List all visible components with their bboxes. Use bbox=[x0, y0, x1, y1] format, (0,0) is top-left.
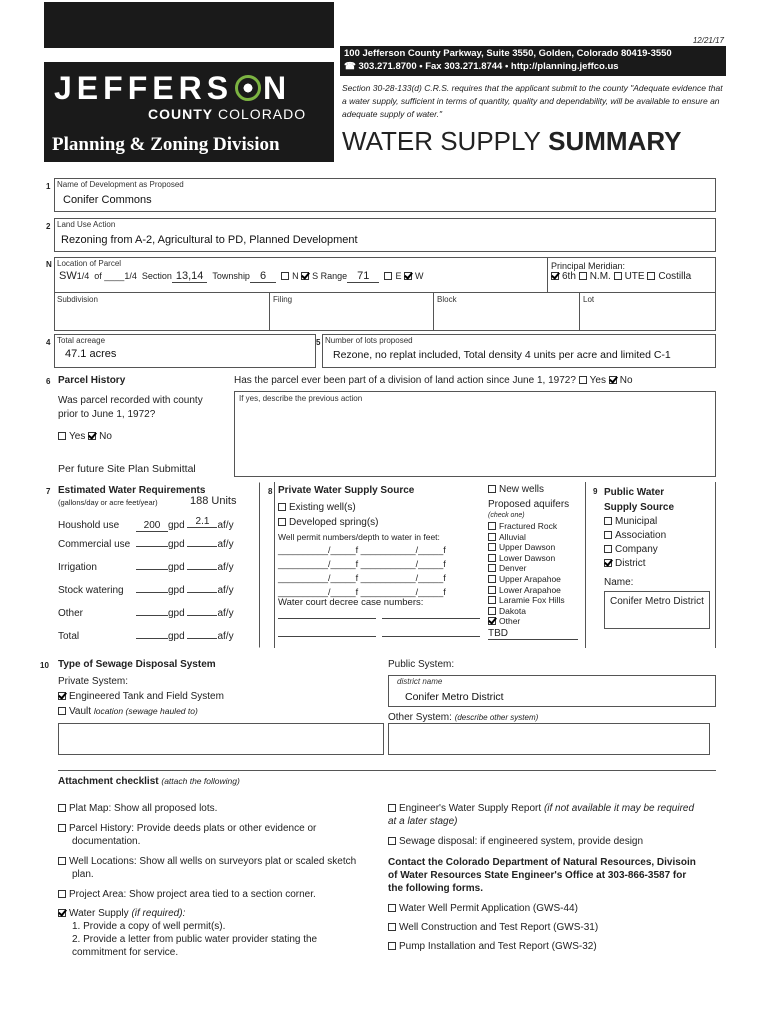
field-2-number: 2 bbox=[46, 222, 51, 231]
pm-nm-checkbox[interactable] bbox=[579, 272, 587, 280]
parcel-history-question: Has the parcel ever been part of a division of land action since June 1, 1972? Yes No bbox=[234, 375, 633, 386]
attachment-item: Well Locations: Show all wells on surveyors plat or scaled sketch plan. bbox=[58, 855, 358, 881]
other-aquifer-value[interactable]: TBD bbox=[488, 628, 578, 640]
private-source-title: Private Water Supply Source bbox=[278, 485, 415, 496]
well-permit-row[interactable]: __________/_____f ___________/_____f bbox=[278, 587, 446, 597]
gpd-value[interactable] bbox=[136, 638, 168, 639]
field-4-number: 4 bbox=[46, 338, 51, 347]
field-7-number: 7 bbox=[46, 487, 51, 496]
aquifer-checkbox[interactable] bbox=[488, 554, 496, 562]
field-8-number: 8 bbox=[268, 487, 273, 496]
field-6-number: 6 bbox=[46, 377, 51, 386]
water-req-row: Irrigation gpd af/y bbox=[58, 562, 234, 573]
public-source-checkbox[interactable] bbox=[604, 531, 612, 539]
land-use-value: Rezoning from A-2, Agricultural to PD, Planned Development bbox=[61, 234, 358, 246]
public-source-checkbox[interactable] bbox=[604, 559, 612, 567]
logo-word: JEFFERS bbox=[54, 70, 234, 106]
gpd-value[interactable] bbox=[136, 546, 168, 547]
form-checkbox[interactable] bbox=[388, 904, 396, 912]
range-value[interactable]: 71 bbox=[347, 270, 379, 283]
aquifer-option[interactable]: Dakota bbox=[488, 606, 526, 616]
aquifer-checkbox[interactable] bbox=[488, 607, 496, 615]
parcel-history-title: Parcel History bbox=[58, 375, 126, 386]
quarter-value[interactable]: SW bbox=[59, 270, 77, 282]
sewage-design-checkbox[interactable] bbox=[388, 837, 396, 845]
pm-costilla-checkbox[interactable] bbox=[647, 272, 655, 280]
water-supply-checkbox[interactable] bbox=[58, 909, 66, 917]
lots-field[interactable]: Number of lots proposed Rezone, no replat included, Total density 4 units per acre and limited C-1 bbox=[322, 334, 716, 368]
south-checkbox[interactable] bbox=[301, 272, 309, 280]
logo-compass-icon bbox=[235, 75, 261, 101]
aquifer-checkbox[interactable] bbox=[488, 564, 496, 572]
water-req-units: 188 Units bbox=[190, 495, 237, 507]
gpd-value[interactable] bbox=[136, 592, 168, 593]
logo-word-end: N bbox=[263, 70, 292, 106]
water-req-title: Estimated Water Requirements bbox=[58, 485, 206, 496]
public-source-option[interactable]: Municipal bbox=[604, 516, 657, 527]
development-name-label: Name of Development as Proposed bbox=[57, 180, 184, 189]
aquifer-checkbox[interactable] bbox=[488, 522, 496, 530]
development-name-field[interactable] bbox=[54, 178, 716, 212]
gpd-value[interactable] bbox=[136, 615, 168, 616]
lots-value: Rezone, no replat included, Total density 4 units per acre and limited C-1 bbox=[333, 349, 671, 361]
court-case-3[interactable] bbox=[278, 636, 376, 637]
pm-6th-checkbox[interactable] bbox=[551, 272, 559, 280]
logo-county: COUNTY bbox=[148, 106, 214, 122]
form-checkbox[interactable] bbox=[388, 923, 396, 931]
aquifer-option[interactable]: Laramie Fox Hills bbox=[488, 595, 565, 605]
phone-icon: ☎ bbox=[344, 61, 359, 72]
vault-checkbox[interactable] bbox=[58, 707, 66, 715]
court-case-2[interactable] bbox=[382, 618, 480, 619]
well-permit-row[interactable]: __________/_____f ___________/_____f bbox=[278, 545, 446, 555]
logo-block bbox=[44, 62, 334, 162]
top-black-bar bbox=[44, 2, 334, 48]
vault-location-field[interactable] bbox=[58, 723, 384, 755]
section-value[interactable]: 13,14 bbox=[172, 270, 208, 283]
location-field: Location of Parcel SW1/4 of ____1/4 Section 13,14 Township 6 N S Range 71 E W Principal Meridian: 6th N.M. UTE Costilla Subdivision Filing Block Lot bbox=[54, 257, 716, 331]
history-yes-checkbox[interactable] bbox=[579, 376, 587, 384]
logo-division: Planning & Zoning Division bbox=[52, 134, 280, 155]
subdivision-field[interactable]: Subdivision bbox=[57, 295, 98, 304]
aquifer-option[interactable]: Lower Arapahoe bbox=[488, 585, 561, 595]
afy-value[interactable] bbox=[187, 638, 217, 639]
dnr-form-item: Well Construction and Test Report (GWS-31) bbox=[388, 922, 598, 933]
logo-colorado: COLORADO bbox=[218, 106, 307, 122]
court-case-1[interactable] bbox=[278, 618, 376, 619]
dnr-form-item: Pump Installation and Test Report (GWS-32) bbox=[388, 941, 597, 952]
court-case-4[interactable] bbox=[382, 636, 480, 637]
attachment-checkbox[interactable] bbox=[58, 804, 66, 812]
attachment-item: Plat Map: Show all proposed lots. bbox=[58, 802, 358, 815]
development-name-value: Conifer Commons bbox=[63, 194, 152, 206]
water-req-row: Commercial use gpd af/y bbox=[58, 539, 234, 550]
other-system-field[interactable] bbox=[388, 723, 710, 755]
west-checkbox[interactable] bbox=[404, 272, 412, 280]
aquifer-checkbox[interactable] bbox=[488, 575, 496, 583]
field-10-number: 10 bbox=[40, 661, 49, 670]
well-permit-row[interactable]: __________/_____f ___________/_____f bbox=[278, 573, 446, 583]
east-checkbox[interactable] bbox=[384, 272, 392, 280]
field-9-number: 9 bbox=[593, 487, 598, 496]
attachment-item: Parcel History: Provide deeds plats or other evidence or documentation. bbox=[58, 822, 358, 848]
aquifer-checkbox[interactable] bbox=[488, 617, 496, 625]
address: 100 Jefferson County Parkway, Suite 3550, Golden, Colorado 80419-3550 bbox=[344, 48, 672, 59]
land-use-label: Land Use Action bbox=[57, 220, 116, 229]
pm-ute-checkbox[interactable] bbox=[614, 272, 622, 280]
history-no-checkbox[interactable] bbox=[609, 376, 617, 384]
gpd-value[interactable]: 200 bbox=[136, 520, 168, 532]
attachment-checkbox[interactable] bbox=[58, 824, 66, 832]
existing-wells-checkbox[interactable] bbox=[278, 503, 286, 511]
aquifer-option[interactable]: Alluvial bbox=[488, 532, 526, 542]
principal-meridian: Principal Meridian: 6th N.M. UTE Costilla bbox=[547, 258, 717, 292]
engineered-system-checkbox[interactable] bbox=[58, 692, 66, 700]
acreage-field[interactable]: Total acreage 47.1 acres bbox=[54, 334, 316, 368]
attachment-checkbox[interactable] bbox=[58, 890, 66, 898]
lot-field[interactable]: Lot bbox=[583, 295, 595, 304]
water-req-row: Total gpd af/y bbox=[58, 631, 234, 642]
aquifer-option[interactable]: Other bbox=[488, 616, 520, 626]
form-checkbox[interactable] bbox=[388, 942, 396, 950]
aquifer-option[interactable]: Fractured Rock bbox=[488, 521, 557, 531]
field-5-number: 5 bbox=[316, 338, 321, 347]
new-wells-checkbox[interactable] bbox=[488, 485, 496, 493]
previous-action-field[interactable]: If yes, describe the previous action bbox=[234, 391, 716, 477]
water-req-row: Houshold use 200 gpd 2.1 af/y bbox=[58, 516, 234, 531]
afy-value[interactable]: 2.1 bbox=[187, 516, 217, 528]
public-source-checkbox[interactable] bbox=[604, 517, 612, 525]
afy-value[interactable] bbox=[187, 546, 217, 547]
field-3-number: N bbox=[46, 260, 52, 269]
field-1-number: 1 bbox=[46, 182, 51, 191]
statute-text: Section 30-28-133(d) C.R.S. requires that the applicant submit to the county "Adequate evidence that a water supply, sufficient in terms of quantity, quality and dependability, will be available to ensure an adequate supply of water." bbox=[342, 83, 723, 119]
aquifer-checkbox[interactable] bbox=[488, 586, 496, 594]
aquifer-checkbox[interactable] bbox=[488, 596, 496, 604]
attachment-checkbox[interactable] bbox=[58, 857, 66, 865]
north-checkbox[interactable] bbox=[281, 272, 289, 280]
acreage-value: 47.1 acres bbox=[65, 348, 117, 360]
eng-report-checkbox[interactable] bbox=[388, 804, 396, 812]
location-label: Location of Parcel bbox=[57, 259, 122, 268]
block-field[interactable]: Block bbox=[437, 295, 457, 304]
township-value[interactable]: 6 bbox=[250, 270, 276, 283]
well-permit-row[interactable]: __________/_____f ___________/_____f bbox=[278, 559, 446, 569]
afy-value[interactable] bbox=[187, 569, 217, 570]
address-bar bbox=[340, 46, 726, 76]
attachment-item: Project Area: Show project area tied to a section corner. bbox=[58, 888, 358, 901]
water-req-row: Other gpd af/y bbox=[58, 608, 234, 619]
recorded-no-checkbox[interactable] bbox=[88, 432, 96, 440]
afy-value[interactable] bbox=[187, 592, 217, 593]
sewage-title: Type of Sewage Disposal System bbox=[58, 659, 216, 670]
water-req-row: Stock watering gpd af/y bbox=[58, 585, 234, 596]
public-source-option[interactable]: Company bbox=[604, 544, 658, 555]
afy-value[interactable] bbox=[187, 615, 217, 616]
form-date: 12/21/17 bbox=[692, 36, 724, 45]
public-source-checkbox[interactable] bbox=[604, 545, 612, 553]
aquifer-option[interactable]: Upper Arapahoe bbox=[488, 574, 561, 584]
aquifer-checkbox[interactable] bbox=[488, 533, 496, 541]
aquifer-option[interactable]: Upper Dawson bbox=[488, 542, 555, 552]
water-req-units-note: (gallons/day or acre feet/year) bbox=[58, 498, 158, 507]
district-name-value: Conifer Metro District bbox=[405, 691, 504, 703]
phone-fax: 303.271.8700 • Fax 303.271.8744 • http://planning.jeffco.us bbox=[358, 61, 619, 72]
public-supply-name[interactable]: Conifer Metro District bbox=[604, 591, 710, 629]
filing-field[interactable]: Filing bbox=[273, 295, 293, 304]
contact-note: Contact the Colorado Department of Natural Resources, Divisoin of Water Resources State Engineer's Office at 303-866-3587 for the following forms. bbox=[388, 857, 696, 894]
public-source-title: Public Water Supply Source bbox=[604, 487, 675, 513]
gpd-value[interactable] bbox=[136, 569, 168, 570]
land-use-field[interactable] bbox=[54, 218, 716, 252]
parcel-note: Per future Site Plan Submittal bbox=[58, 463, 196, 475]
aquifer-option[interactable]: Lower Dawson bbox=[488, 553, 555, 563]
recorded-yes-checkbox[interactable] bbox=[58, 432, 66, 440]
public-source-option[interactable]: Association bbox=[604, 530, 666, 541]
page-title: WATER SUPPLY SUMMARY bbox=[342, 126, 682, 156]
district-name-field[interactable]: district name Conifer Metro District bbox=[388, 675, 716, 707]
attachment-title: Attachment checklist bbox=[58, 776, 159, 787]
public-source-option[interactable]: District bbox=[604, 558, 646, 569]
aquifer-checkbox[interactable] bbox=[488, 543, 496, 551]
aquifer-option[interactable]: Denver bbox=[488, 563, 526, 573]
dnr-form-item: Water Well Permit Application (GWS-44) bbox=[388, 903, 578, 914]
developed-springs-checkbox[interactable] bbox=[278, 518, 286, 526]
